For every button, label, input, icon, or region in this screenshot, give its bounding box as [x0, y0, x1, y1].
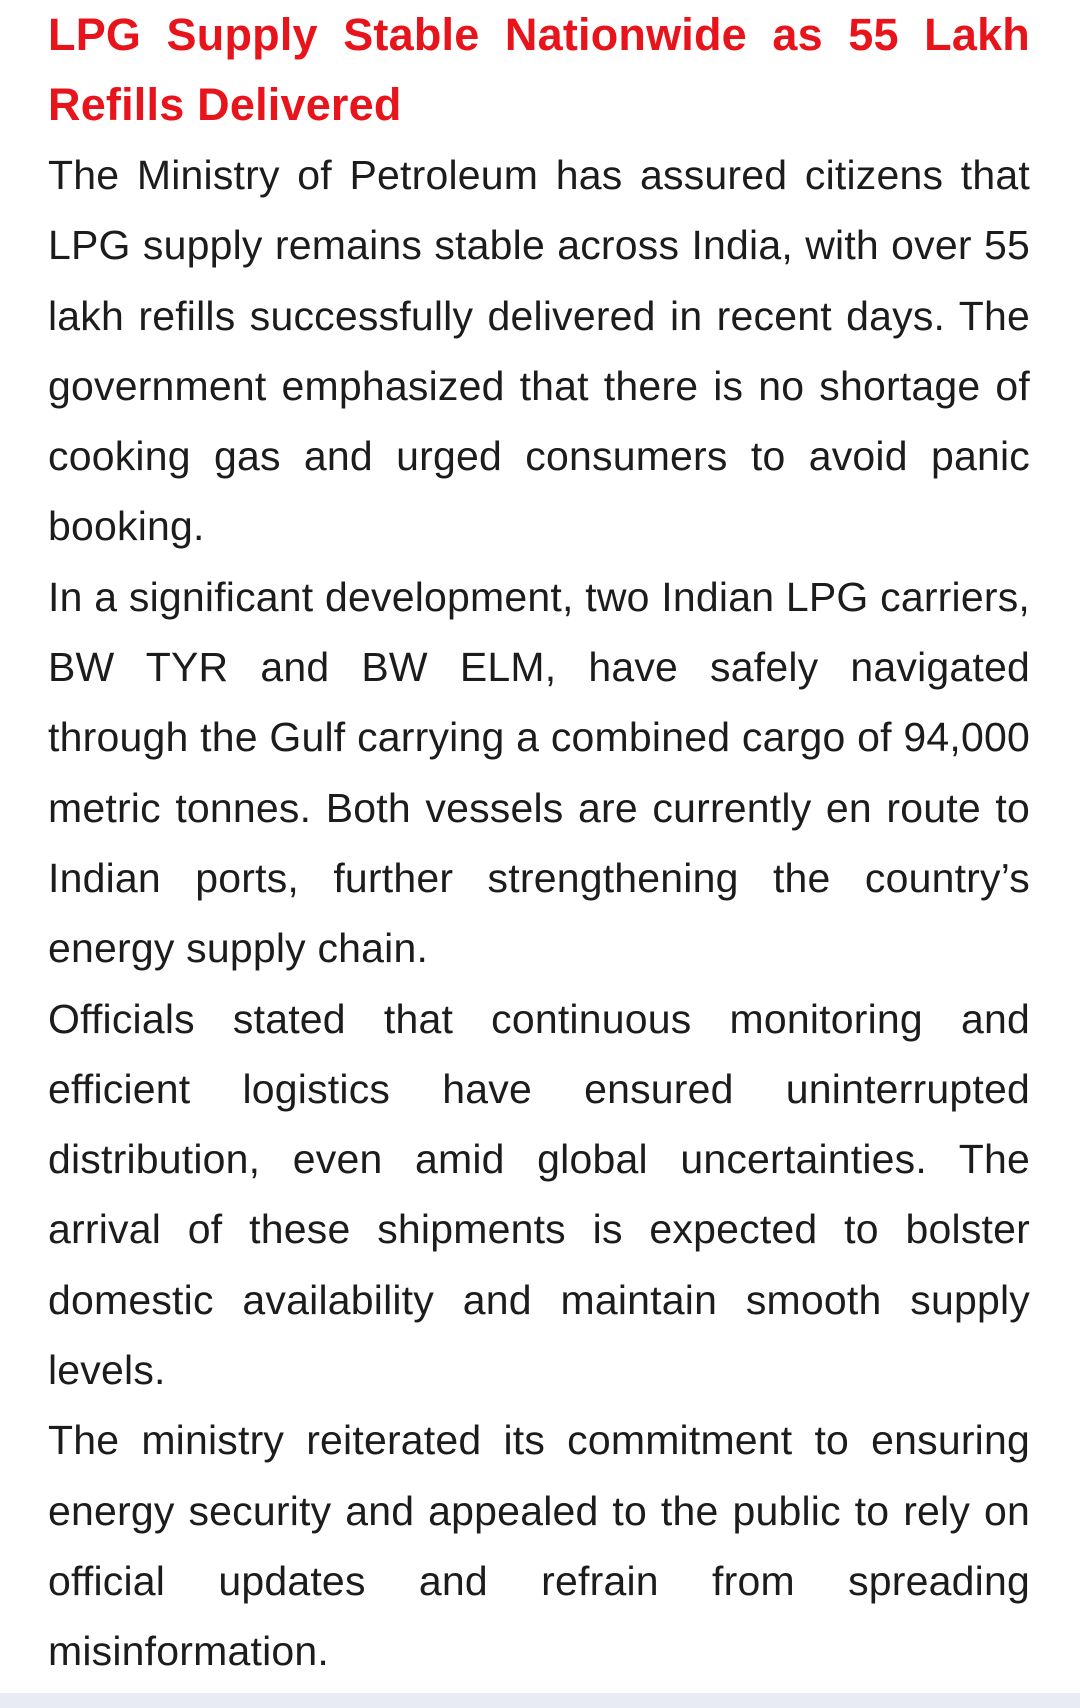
- article-paragraph: The Ministry of Petroleum has assured citizens that LPG supply remains stable across India, with over 55 lakh refills successfully delivered in recent days. The government emphasized that there is no shortage of cooking gas and urged consumers to avoid panic booking.: [48, 152, 1030, 550]
- article-paragraph: The ministry reiterated its commitment to ensuring energy security and appealed to the public to rely on official updates and refrain from spreading misinformation.: [48, 1417, 1030, 1675]
- article-paragraph: In a significant development, two Indian LPG carriers, BW TYR and BW ELM, have safely navigated through the Gulf carrying a combined cargo of 94,000 metric tonnes. Both vessels are currently en route to Indian ports, further strengthening the country’s energy supply chain.: [48, 573, 1030, 972]
- article-headline: LPG Supply Stable Nationwide as 55 Lakh Refills Delivered: [48, 9, 1030, 130]
- bottom-bar: [0, 1693, 1080, 1708]
- article: [48, 0, 1030, 1687]
- article-paragraph: Officials stated that continuous monitoring and efficient logistics have ensured uninterrupted distribution, even amid global uncertainties. The arrival of these shipments is expected to bolster domestic availability and maintain smooth supply levels.: [48, 995, 1030, 1394]
